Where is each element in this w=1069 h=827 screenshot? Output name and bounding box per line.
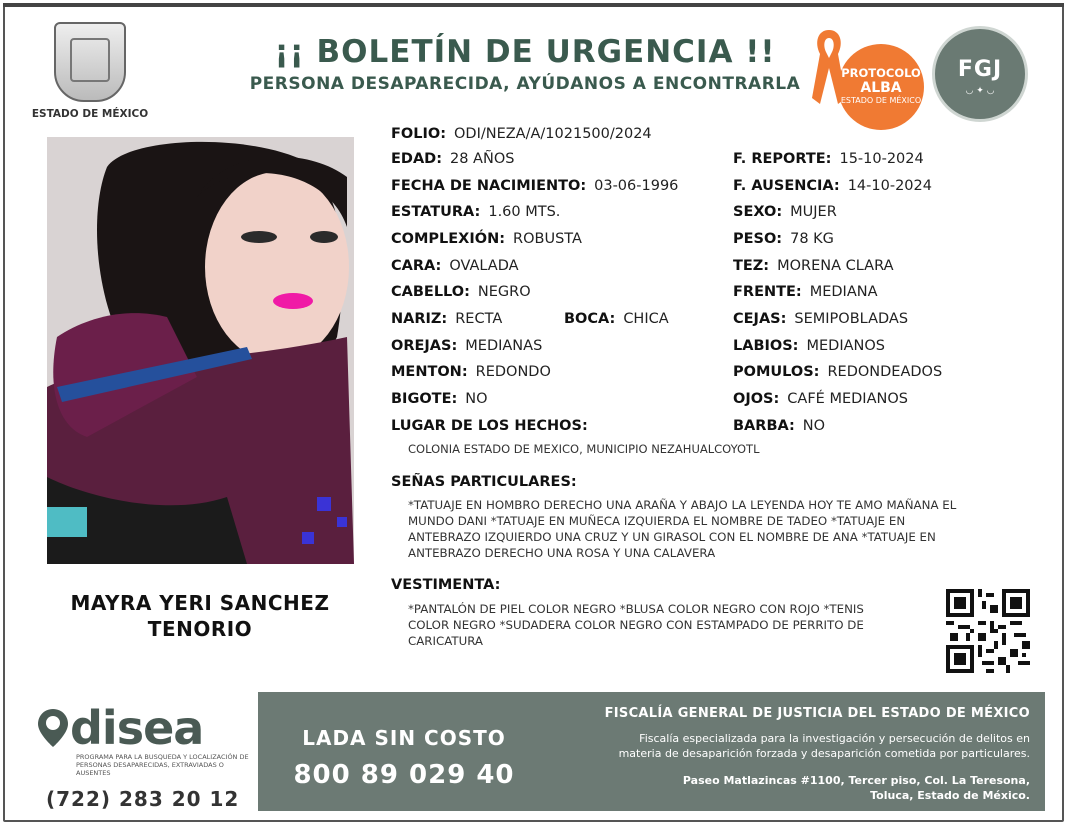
field-label: FRENTE: — [733, 284, 802, 300]
toll-free-block — [258, 692, 550, 811]
field-label: BIGOTE: — [391, 391, 458, 407]
field-value: NO — [802, 418, 826, 434]
field-value: 1.60 MTS. — [488, 204, 561, 220]
field-sexo — [733, 204, 837, 220]
field-cara — [391, 258, 519, 274]
field-label: LUGAR DE LOS HECHOS: — [391, 418, 588, 434]
agency-address-line: Toluca, Estado de México. — [870, 789, 1030, 802]
senas-text — [408, 497, 956, 561]
field-tez — [733, 258, 894, 274]
field-label: CEJAS: — [733, 311, 787, 327]
location-pin-icon — [36, 708, 70, 748]
field-label: COMPLEXIÓN: — [391, 231, 506, 247]
field-value: NO — [465, 391, 488, 407]
agency-address — [550, 773, 1030, 803]
field-label: FOLIO: — [391, 126, 446, 142]
field-label: ESTATURA: — [391, 204, 481, 220]
field-lugar — [391, 418, 596, 434]
field-f-reporte — [733, 151, 924, 167]
fgj-seal — [932, 26, 1028, 122]
field-frente — [733, 284, 878, 300]
field-value: ROBUSTA — [513, 231, 582, 247]
vestimenta-text — [408, 601, 864, 649]
field-lugar-value: COLONIA ESTADO DE MEXICO, MUNICIPIO NEZAHUALCOYOTL — [408, 442, 760, 456]
senas-line: MUNDO DANI *TATUAJE EN MUÑECA IZQUIERDA EL NOMBRE DE TADEO *TATUAJE EN — [408, 514, 906, 528]
field-value: MEDIANAS — [465, 338, 543, 354]
field-label: OREJAS: — [391, 338, 458, 354]
field-value: OVALADA — [449, 258, 519, 274]
odisea-block — [36, 701, 256, 811]
field-menton — [391, 364, 551, 380]
field-value: MEDIANA — [809, 284, 878, 300]
person-name — [40, 590, 360, 642]
bulletin-subtitle: PERSONA DESAPARECIDA, AYÚDANOS A ENCONTRARLA — [249, 74, 801, 94]
field-fecha-nacimiento — [391, 178, 678, 194]
agency-block — [550, 692, 1030, 811]
field-boca — [564, 311, 669, 327]
field-label: OJOS: — [733, 391, 780, 407]
field-label: BOCA: — [564, 311, 616, 327]
field-value: 03-06-1996 — [594, 178, 679, 194]
vestimenta-line: CARICATURA — [408, 634, 484, 648]
field-value: CAFÉ MEDIANOS — [787, 391, 908, 407]
field-value: SEMIPOBLADAS — [794, 311, 909, 327]
vestimenta-line: *PANTALÓN DE PIEL COLOR NEGRO *BLUSA COLOR NEGRO CON ROJO *TENIS — [408, 602, 864, 616]
eagle-wings-icon: ◡ ✦ ◡ — [965, 86, 995, 96]
field-value: MUJER — [790, 204, 837, 220]
field-cejas — [733, 311, 908, 327]
odisea-phone: (722) 283 20 12 — [46, 787, 240, 811]
field-folio — [391, 126, 652, 142]
vestimenta-heading: VESTIMENTA: — [391, 577, 501, 593]
person-name-line1: MAYRA YERI SANCHEZ — [70, 591, 330, 615]
field-edad — [391, 151, 514, 167]
top-border — [3, 3, 1064, 7]
person-portrait-illustration — [47, 137, 354, 564]
field-label: F. AUSENCIA: — [733, 178, 840, 194]
agency-description — [550, 731, 1030, 761]
field-value: RECTA — [455, 311, 503, 327]
field-label: LABIOS: — [733, 338, 799, 354]
field-bigote — [391, 391, 488, 407]
alba-badge — [838, 44, 924, 130]
field-value: REDONDO — [475, 364, 551, 380]
field-label: F. REPORTE: — [733, 151, 832, 167]
field-value: ODI/NEZA/A/1021500/2024 — [454, 126, 652, 142]
bulletin-title: ¡¡ BOLETÍN DE URGENCIA !! — [274, 34, 776, 70]
protocolo-alba-logo — [808, 24, 928, 120]
field-value: CHICA — [623, 311, 669, 327]
field-value: 78 KG — [790, 231, 834, 247]
qr-code-icon[interactable] — [946, 589, 1030, 673]
senas-heading: SEÑAS PARTICULARES: — [391, 474, 577, 490]
vestimenta-line: COLOR NEGRO *SUDADERA COLOR NEGRO CON ESTAMPADO DE PERRITO DE — [408, 618, 864, 632]
state-logo — [30, 22, 150, 120]
field-value: NEGRO — [477, 284, 531, 300]
missing-person-photo — [47, 137, 354, 564]
odisea-subtitle: PROGRAMA PARA LA BUSQUEDA Y LOCALIZACIÓN DE PERSONAS DESAPARECIDAS, EXTRAVIADAS O AUSENTES — [76, 753, 249, 777]
field-label: TEZ: — [733, 258, 770, 274]
contact-band — [258, 692, 1045, 811]
field-pomulos — [733, 364, 942, 380]
person-name-line2: TENORIO — [147, 617, 253, 641]
agency-address-line: Paseo Matlazincas #1100, Tercer piso, Col. La Teresona, — [682, 774, 1030, 787]
odisea-word: disea — [70, 701, 204, 755]
agency-description-line: Fiscalía especializada para la investigación y persecución de delitos en — [639, 732, 1030, 745]
field-value: MORENA CLARA — [777, 258, 894, 274]
toll-free-number[interactable]: 800 89 029 40 — [293, 760, 515, 790]
field-ojos — [733, 391, 908, 407]
agency-name: FISCALÍA GENERAL DE JUSTICIA DEL ESTADO DE MÉXICO — [604, 706, 1030, 721]
field-complexion — [391, 231, 582, 247]
field-label: BARBA: — [733, 418, 795, 434]
field-estatura — [391, 204, 560, 220]
odisea-logo — [36, 701, 256, 755]
field-label: CARA: — [391, 258, 442, 274]
field-value: 28 AÑOS — [450, 151, 515, 167]
field-label: SEXO: — [733, 204, 783, 220]
field-label: CABELLO: — [391, 284, 470, 300]
field-peso — [733, 231, 834, 247]
field-value: 15-10-2024 — [839, 151, 924, 167]
field-label: EDAD: — [391, 151, 442, 167]
field-orejas — [391, 338, 542, 354]
senas-line: *TATUAJE EN HOMBRO DERECHO UNA ARAÑA Y ABAJO LA LEYENDA HOY TE AMO MAÑANA EL — [408, 498, 957, 512]
field-value: REDONDEADOS — [827, 364, 943, 380]
fgj-text: FGJ — [957, 57, 1003, 82]
field-labios — [733, 338, 885, 354]
field-value: 14-10-2024 — [847, 178, 932, 194]
state-coat-of-arms-icon — [54, 22, 126, 102]
field-nariz — [391, 311, 502, 327]
field-label: PESO: — [733, 231, 783, 247]
field-cabello — [391, 284, 531, 300]
field-f-ausencia — [733, 178, 932, 194]
field-barba — [733, 418, 825, 434]
bulletin-title-block — [240, 34, 810, 94]
alba-line1: PROTOCOLO — [841, 66, 921, 80]
alba-line3: ESTADO DE MÉXICO — [840, 96, 922, 105]
field-label: POMULOS: — [733, 364, 820, 380]
agency-description-line: materia de desaparición forzada y desaparición cometida por particulares. — [618, 747, 1030, 760]
state-label: ESTADO DE MÉXICO — [31, 108, 149, 120]
senas-line: ANTEBRAZO IZQUIERDO UNA CRUZ Y UN GIRASOL CON EL NOMBRE DE ANA *TATUAJE EN — [408, 530, 936, 544]
field-label: FECHA DE NACIMIENTO: — [391, 178, 587, 194]
senas-line: ANTEBRAZO DERECHO UNA ROSA Y UNA CALAVERA — [408, 546, 716, 560]
field-label: NARIZ: — [391, 311, 448, 327]
alba-line2: ALBA — [860, 80, 902, 96]
field-value: MEDIANOS — [806, 338, 885, 354]
field-label: MENTON: — [391, 364, 468, 380]
toll-free-label: LADA SIN COSTO — [302, 726, 506, 750]
